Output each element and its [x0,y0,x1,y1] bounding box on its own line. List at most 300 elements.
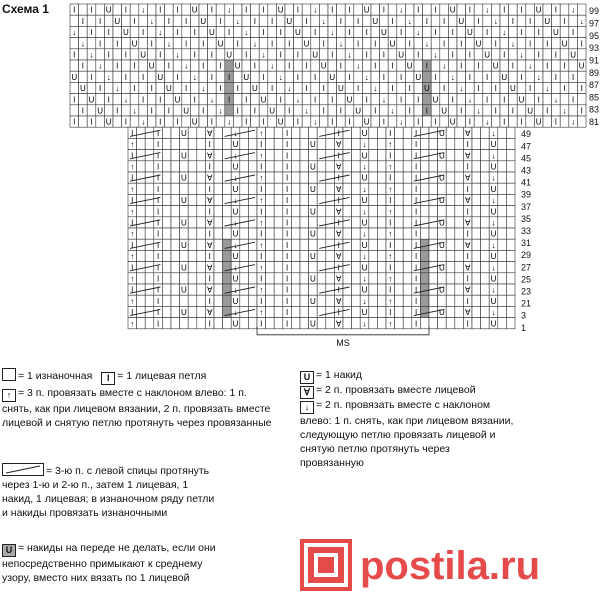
svg-text:I: I [466,274,469,284]
chart-cell [190,15,199,26]
chart-cell [326,295,335,306]
svg-text:I: I [365,28,368,38]
chart-cell [463,239,472,250]
chart-cell [526,26,535,37]
chart-cell [403,306,412,317]
chart-cell [472,284,481,295]
chart-cell [165,26,174,37]
chart-cell [257,161,266,172]
chart-cell [403,239,412,250]
svg-text:U: U [181,263,187,273]
chart-cell [199,71,208,82]
chart-cell [190,82,199,93]
chart-cell [526,38,535,49]
chart-cell [205,250,214,261]
chart-cell [360,138,369,149]
chart-cell [300,172,309,183]
chart-cell [311,26,320,37]
chart-cell [481,194,490,205]
chart-cell [137,161,146,172]
chart-cell [362,94,371,105]
chart-cell [498,250,507,261]
chart-cell [285,105,294,116]
chart-cell [291,295,300,306]
chart-cell [412,172,421,183]
svg-text:↓: ↓ [313,117,318,127]
svg-text:I: I [208,296,211,306]
chart-cell [466,38,475,49]
svg-text:U: U [578,61,585,71]
chart-title: Схема 1 [2,2,49,16]
svg-text:↓: ↓ [252,39,257,49]
svg-text:I: I [156,151,160,161]
svg-text:I: I [414,128,418,138]
svg-text:I: I [260,207,263,217]
chart-cell [87,94,96,105]
chart-cell [225,26,234,37]
chart-cell [560,71,569,82]
chart-cell [309,183,318,194]
chart-cell [377,262,386,273]
chart-cell [274,306,283,317]
chart-cell [474,82,483,93]
chart-cell [145,250,154,261]
chart-cell [412,161,421,172]
svg-text:↓: ↓ [209,95,214,105]
chart-cell [87,15,96,26]
svg-text:↓: ↓ [233,308,238,318]
svg-text:U: U [232,296,239,306]
chart-cell [274,250,283,261]
chart-cell [552,15,561,26]
chart-cell [423,105,432,116]
chart-cell [154,150,163,161]
chart-cell [506,217,515,228]
svg-text:I: I [260,140,263,150]
svg-text:↓: ↓ [106,72,111,82]
svg-text:I: I [348,28,351,38]
chart-cell [360,250,369,261]
chart-cell [274,194,283,205]
chart-cell [534,60,543,71]
chart-cell [337,4,346,15]
svg-text:∀: ∀ [335,140,342,150]
chart-cell [309,273,318,284]
chart-cell [506,172,515,183]
svg-text:I: I [124,117,128,127]
chart-cell [481,150,490,161]
chart-cell [463,284,472,295]
chart-cell [154,194,163,205]
chart-cell [128,183,137,194]
chart-cell [216,105,225,116]
chart-cell [162,318,171,329]
chart-cell [466,60,475,71]
svg-text:U: U [232,162,239,172]
chart-cell [130,116,139,127]
chart-cell [233,71,242,82]
svg-text:↓: ↓ [123,95,128,105]
svg-text:I: I [227,28,231,38]
chart-cell [266,150,275,161]
chart-cell [360,239,369,250]
svg-text:U: U [424,84,430,94]
chart-cell [412,183,421,194]
chart-cell [509,26,518,37]
chart-cell [481,306,490,317]
svg-text:I: I [208,207,211,217]
svg-text:I: I [245,5,248,15]
svg-text:I: I [208,319,211,329]
chart-cell [489,273,498,284]
chart-cell [412,239,421,250]
chart-cell [223,138,232,149]
svg-text:I: I [391,61,394,71]
chart-cell [343,239,352,250]
chart-cell [455,262,464,273]
svg-text:I: I [382,117,386,127]
chart-cell [420,262,429,273]
svg-text:↓: ↓ [362,162,367,172]
chart-cell [205,228,214,239]
chart-cell [197,138,206,149]
chart-cell [489,239,498,250]
chart-cell [156,15,165,26]
chart-cell [506,284,515,295]
chart-cell [214,183,223,194]
svg-text:I: I [156,240,160,250]
chart-cell [128,318,137,329]
chart-cell [334,273,343,284]
chart-cell [498,206,507,217]
svg-text:I: I [296,72,300,82]
svg-text:↓: ↓ [227,5,232,15]
chart-cell [242,105,251,116]
svg-text:I: I [580,39,583,49]
chart-cell [96,4,105,15]
svg-text:I: I [90,28,93,38]
chart-cell [326,138,335,149]
chart-cell [130,82,139,93]
chart-cell [386,306,395,317]
chart-cell [577,38,586,49]
chart-cell [360,217,369,228]
no-yo-icon: U [2,544,16,557]
chart-cell [257,127,266,138]
chart-cell [526,116,535,127]
chart-cell [128,172,137,183]
chart-cell [466,82,475,93]
chart-cell [328,49,337,60]
chart-cell [354,60,363,71]
chart-cell [397,49,406,60]
chart-cell [466,71,475,82]
chart-cell [276,49,285,60]
svg-text:I: I [262,72,265,82]
svg-text:I: I [520,28,523,38]
svg-text:I: I [442,84,446,94]
svg-text:↓: ↓ [233,263,238,273]
svg-text:I: I [285,196,289,206]
chart-cell [231,150,240,161]
chart-cell [448,49,457,60]
chart-cell [397,38,406,49]
chart-cell [300,239,309,250]
svg-text:I: I [414,140,418,150]
chart-cell [283,273,292,284]
chart-cell [319,49,328,60]
chart-cell [405,38,414,49]
svg-text:U: U [191,5,198,15]
chart-cell [328,26,337,37]
svg-text:I: I [313,95,317,105]
svg-text:↓: ↓ [233,196,238,206]
chart-cell [233,60,242,71]
chart-cell [283,138,292,149]
chart-cell [577,49,586,60]
svg-text:I: I [150,39,153,49]
svg-text:U: U [439,218,445,228]
chart-cell [526,71,535,82]
svg-text:∀: ∀ [335,252,342,262]
svg-text:I: I [305,84,308,94]
chart-cell [466,4,475,15]
chart-cell [285,4,294,15]
chart-cell [463,228,472,239]
chart-cell [188,250,197,261]
chart-cell [96,82,105,93]
chart-cell [560,60,569,71]
chart-cell [577,94,586,105]
chart-cell [420,217,429,228]
svg-text:↑: ↑ [388,252,393,262]
chart-cell [412,284,421,295]
chart-cell [154,138,163,149]
chart-cell [420,284,429,295]
svg-text:↑: ↑ [130,319,135,329]
chart-cell [319,94,328,105]
chart-cell [197,306,206,317]
chart-cell [231,284,240,295]
svg-text:I: I [466,207,469,217]
chart-cell [371,4,380,15]
svg-text:I: I [156,173,160,183]
chart-cell [386,295,395,306]
chart-cell [386,228,395,239]
chart-cell [466,105,475,116]
chart-cell [481,172,490,183]
svg-text:U: U [361,263,368,273]
chart-cell [104,15,113,26]
chart-cell [285,38,294,49]
svg-text:∀: ∀ [335,274,342,284]
chart-cell [294,60,303,71]
chart-cell [509,4,518,15]
svg-text:I: I [389,196,392,206]
svg-text:I: I [73,117,76,127]
chart-cell [481,318,490,329]
svg-text:↓: ↓ [313,5,318,15]
svg-text:I: I [520,72,523,82]
svg-text:I: I [494,106,497,116]
chart-cell [197,295,206,306]
chart-cell [285,71,294,82]
svg-text:U: U [140,50,146,60]
svg-text:I: I [285,184,289,194]
svg-text:I: I [208,252,211,262]
chart-cell [285,116,294,127]
chart-cell [472,206,481,217]
svg-text:U: U [232,319,239,329]
chart-cell [242,38,251,49]
chart-cell [491,71,500,82]
chart-cell [403,217,412,228]
chart-cell [483,60,492,71]
chart-cell [154,284,163,295]
svg-text:U: U [553,28,559,38]
chart-cell [517,60,526,71]
chart-cell [498,138,507,149]
svg-text:I: I [331,95,334,105]
chart-cell [233,116,242,127]
chart-cell [154,306,163,317]
chart-cell [87,116,96,127]
chart-cell [223,318,232,329]
chart-cell [328,94,337,105]
chart-cell [171,150,180,161]
svg-text:I: I [442,16,446,26]
chart-cell [240,318,249,329]
svg-text:↓: ↓ [407,16,412,26]
chart-cell [472,172,481,183]
chart-cell [257,250,266,261]
svg-text:U: U [310,162,316,172]
svg-text:U: U [535,5,542,15]
chart-cell [386,217,395,228]
chart-cell [162,127,171,138]
chart-cell [343,183,352,194]
chart-cell [463,127,472,138]
svg-text:U: U [310,184,316,194]
chart-cell [139,38,148,49]
svg-text:↓: ↓ [562,106,567,116]
svg-text:I: I [156,184,160,194]
chart-cell [352,295,361,306]
svg-text:I: I [580,84,583,94]
svg-text:I: I [563,16,566,26]
chart-cell [354,26,363,37]
chart-cell [438,250,447,261]
chart-cell [569,49,578,60]
chart-cell [122,4,131,15]
svg-text:I: I [528,39,532,49]
chart-cell [266,194,275,205]
chart-cell [489,318,498,329]
svg-text:I: I [176,5,179,15]
chart-cell [500,15,509,26]
svg-text:I: I [537,50,540,60]
chart-cell [481,206,490,217]
chart-cell [173,49,182,60]
svg-text:I: I [339,16,343,26]
chart-cell [197,127,206,138]
svg-text:U: U [320,61,327,71]
chart-cell [414,26,423,37]
chart-cell [474,71,483,82]
chart-cell [122,105,131,116]
chart-cell [463,183,472,194]
chart-cell [145,161,154,172]
chart-cell [377,273,386,284]
svg-text:I: I [150,106,153,116]
chart-cell [130,71,139,82]
chart-cell [543,49,552,60]
chart-cell [205,239,214,250]
svg-text:U: U [166,84,172,94]
chart-cell [326,206,335,217]
svg-text:I: I [305,61,308,71]
chart-cell [543,60,552,71]
chart-cell [489,250,498,261]
svg-text:U: U [490,207,497,217]
svg-text:I: I [279,95,282,105]
chart-cell [87,82,96,93]
chart-cell [259,116,268,127]
chart-cell [113,49,122,60]
chart-cell [302,116,311,127]
chart-cell [173,94,182,105]
chart-cell [463,206,472,217]
chart-cell [317,183,326,194]
chart-cell [395,150,404,161]
chart-cell [188,127,197,138]
svg-text:I: I [399,28,403,38]
chart-cell [412,206,421,217]
chart-cell [311,82,320,93]
chart-cell [403,150,412,161]
svg-text:U: U [277,5,284,15]
svg-text:↑: ↑ [130,296,135,306]
svg-text:↓: ↓ [233,240,238,250]
chart-cell [70,26,79,37]
svg-text:U: U [363,5,370,15]
chart-cell [165,105,174,116]
chart-cell [180,138,189,149]
chart-cell [231,172,240,183]
chart-cell [302,38,311,49]
chart-cell [283,306,292,317]
chart-cell [162,295,171,306]
svg-text:I: I [337,196,340,206]
chart-cell [345,4,354,15]
row-number: 41 [521,177,532,188]
chart-cell [380,49,389,60]
chart-cell [431,26,440,37]
chart-cell [560,38,569,49]
svg-text:U: U [510,84,516,94]
chart-cell [268,116,277,127]
svg-text:↓: ↓ [491,263,496,273]
chart-cell [412,295,421,306]
chart-cell [472,150,481,161]
svg-text:I: I [451,50,454,60]
svg-text:I: I [285,252,289,262]
chart-cell [283,161,292,172]
chart-cell [431,15,440,26]
svg-text:↓: ↓ [218,106,223,116]
chart-cell [122,26,131,37]
svg-text:I: I [554,117,558,127]
